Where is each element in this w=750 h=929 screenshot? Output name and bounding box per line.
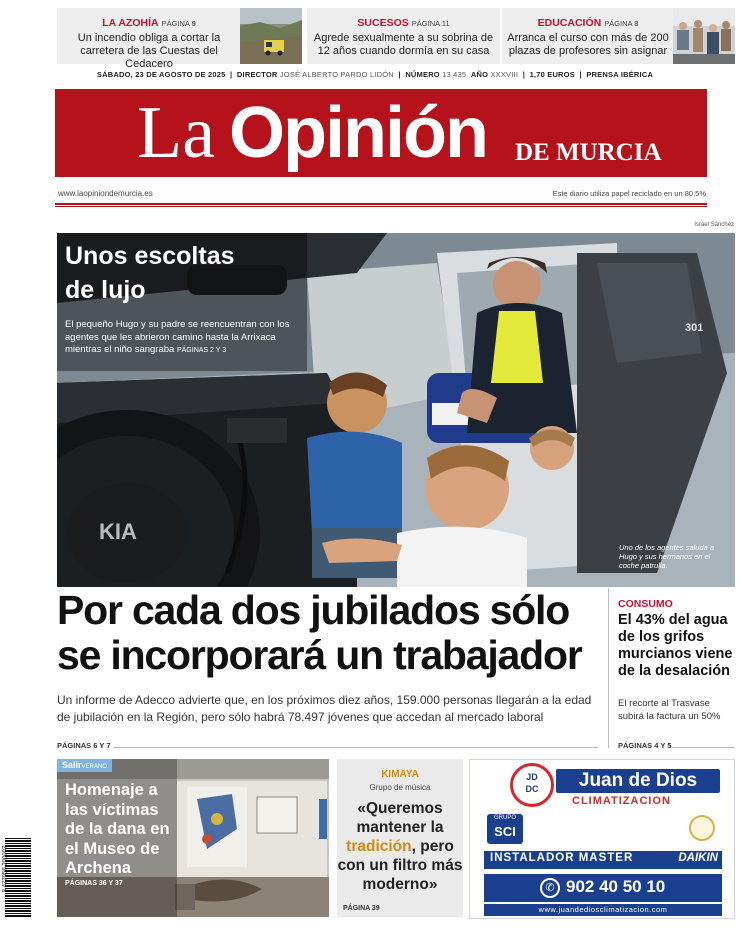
teaser-page: PÁGINA 9	[161, 19, 196, 28]
header-rule	[55, 203, 707, 207]
kimaya-pages: PÁGINA 39	[343, 905, 380, 912]
teaser-photo	[673, 8, 735, 64]
director-label: DIRECTOR	[236, 70, 278, 79]
teaser-text: Arranca el curso con más de 200 plazas de profesores sin asignar	[507, 32, 669, 57]
kimaya-quote-highlight: tradición	[346, 838, 412, 855]
teaser-sucesos[interactable]	[307, 8, 500, 64]
archena-block[interactable]	[57, 759, 329, 917]
photo-subtitle-pages: PÁGINAS 2 Y 3	[176, 347, 227, 354]
column-rule	[608, 588, 609, 748]
seal-icon	[689, 815, 715, 841]
photo-title[interactable]	[65, 239, 305, 307]
director-name: JOSÉ ALBERTO PARDO LIDÓN	[279, 70, 394, 79]
teaser-text: Un incendio obliga a cortar la carretera de las Cuestas del Cedacero	[77, 32, 221, 70]
teaser-la-azohia[interactable]	[57, 8, 300, 70]
ad-logo-top: JD	[526, 772, 538, 782]
teaser-page: PÁGINA 8	[604, 19, 639, 28]
archena-title: Homenaje a las víctimas de la dana en el Museo de Archena	[65, 781, 170, 877]
ad-brand: Juan de Dios	[578, 770, 698, 791]
photo-title-line1: Unos escoltas	[65, 242, 235, 270]
consumo-headline[interactable]: El 43% del agua de los grifos murcianos viene de la desalación	[618, 612, 733, 679]
website-url[interactable]: www.laopiniondemurcia.es	[58, 189, 153, 198]
kimaya-section: KIMAYA	[381, 769, 419, 780]
masthead-la: La	[137, 92, 216, 174]
year-value: XXXVIII	[490, 70, 519, 79]
teaser-section: LA AZOHÍA	[102, 17, 159, 29]
phone-icon: ✆	[540, 878, 560, 898]
ad-installer-bar	[484, 851, 722, 869]
teaser-photo	[240, 8, 302, 64]
ad-logo	[510, 763, 554, 807]
consumo-subtitle: El recorte al Trasvase subirá la factura un 50%	[618, 698, 721, 722]
barcode	[5, 838, 31, 918]
ad-installer: INSTALADOR MASTER	[490, 852, 634, 864]
masthead-opinion: Opinión	[229, 93, 487, 173]
ad-tagline: CLIMATIZACION	[572, 795, 671, 807]
year-label: AÑO	[470, 70, 489, 79]
masthead-murcia: DE MURCIA	[515, 139, 662, 166]
recycled-note: Este diario utiliza papel reciclado en un 80,5%	[552, 189, 706, 198]
kimaya-quote-after: , pero con un filtro más moderno»	[337, 838, 463, 893]
ad-juan-de-dios[interactable]	[469, 759, 735, 919]
photo-subtitle	[65, 319, 305, 358]
photo-subtitle-text: El pequeño Hugo y su padre se reencuentran con los agentes que les abrieron camino hasta la Arrixaca mientras el niño sangraba	[65, 319, 290, 355]
price: 1,70 EUROS	[529, 70, 575, 79]
main-rule	[113, 747, 598, 748]
ad-brand-box	[556, 769, 720, 793]
kimaya-block[interactable]	[337, 759, 463, 917]
masthead[interactable]	[55, 89, 707, 177]
edition-date: SÁBADO, 23 DE AGOSTO DE 2025	[96, 70, 226, 79]
group-name: PRENSA IBÉRICA	[586, 70, 654, 79]
consumo-section: CONSUMO	[618, 598, 673, 610]
teaser-page: PÁGINA 11	[411, 19, 450, 28]
salir-tag	[57, 759, 112, 772]
car-number: 301	[685, 322, 704, 334]
consumo-rule	[672, 747, 735, 748]
ad-daikin: DAIKIN	[678, 852, 718, 864]
barcode-text: 8 477056 200007	[2, 845, 9, 893]
main-pages: PÁGINAS 6 Y 7	[57, 741, 111, 750]
photo-caption: Uno de los agentes saluda a Hugo y sus hermanos en el coche patrulla.	[619, 543, 715, 570]
ad-grupo: GRUPO	[493, 815, 516, 821]
number-label: NÚMERO	[405, 70, 440, 79]
teaser-educacion[interactable]	[502, 8, 735, 64]
ad-logo-bottom: DC	[525, 784, 539, 794]
main-photo[interactable]	[57, 233, 735, 587]
salir-tag-suffix: VERANO	[81, 764, 107, 770]
consumo-pages: PÁGINAS 4 Y 5	[618, 741, 672, 750]
teaser-text: Agrede sexualmente a su sobrina de 12 años cuando dormía en su casa	[313, 32, 494, 57]
photo-credit: Israel Sánchez	[694, 222, 734, 228]
issue-number: 13.435	[442, 70, 467, 79]
main-headline[interactable]: Por cada dos jubilados sólo se incorporará un trabajador	[57, 587, 582, 678]
kimaya-subtitle: Grupo de música	[369, 783, 431, 792]
ad-phone-bar	[484, 874, 722, 902]
teaser-section: EDUCACIÓN	[537, 17, 602, 29]
salir-tag-text: Salir	[62, 760, 82, 770]
ad-phone: 902 40 50 10	[566, 877, 666, 896]
kimaya-quote	[337, 799, 463, 894]
ad-grupo-sci	[487, 814, 523, 844]
main-subtitle: Un informe de Adecco advierte que, en los próximos diez años, 159.000 personas llegarán a la edad de jubilación en la Región, pero sólo habrá 78.497 jóvenes que accedan al mercado laboral	[57, 693, 592, 724]
photo-title-line2: de lujo	[65, 276, 146, 304]
ad-web: www.juandediosclimatizacion.com	[484, 904, 722, 916]
archena-pages: PÁGINAS 36 Y 37	[65, 880, 123, 887]
svg-text:KIA: KIA	[99, 519, 137, 544]
ad-sci: SCI	[494, 824, 516, 839]
edition-info: SÁBADO, 23 DE AGOSTO DE 2025 | DIRECTOR JOSÉ ALBERTO PARDO LIDÓN | NÚMERO 13.435 AÑO XXXVIII | 1,70 EUROS | PRENSA IBÉRICA	[96, 70, 654, 79]
teaser-section: SUCESOS	[357, 17, 409, 29]
kimaya-quote-before: «Queremos mantener la	[356, 800, 444, 836]
